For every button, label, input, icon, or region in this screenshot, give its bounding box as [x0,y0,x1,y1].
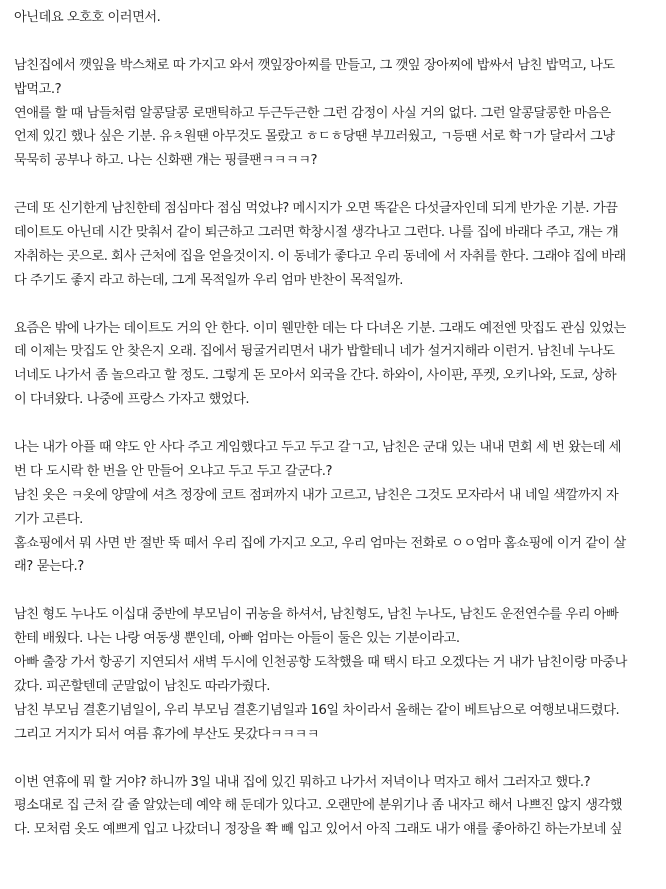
text-line: 남친 옷은 ㅋ옷에 양말에 셔츠 정장에 코트 점퍼까지 내가 고르고, 남친은 그것도 모자라서 내 네일 색깔까지 자 [14,487,619,503]
document-body [14,6,654,842]
text-line: 남친 부모님 결혼기념일이, 우리 부모님 결혼기념일과 16일 차이라서 올해는 같이 베트남으로 여행보내드렸다. [14,702,620,718]
text-line: 다. 모처럼 옷도 예쁘게 입고 나갔더니 정장을 쫙 빼 입고 있어서 아직 그래도 내가 얘를 좋아하긴 하는가보네 싶 [14,822,623,838]
text-line: 아닌데요 오호호 이러면서. [14,10,161,25]
paragraph-gap [14,30,654,54]
text-line: 아빠 출장 가서 항공기 지연되서 새벽 두시에 인천공항 도착했을 때 택시 타고 오겠다는 거 내가 남친이랑 마중나 [14,655,627,671]
text-line: 평소대로 집 근처 갈 줄 알았는데 예약 해 둔데가 있다고. 오랜만에 분위기나 좀 내자고 해서 나쁘진 않지 생각했 [14,798,623,814]
text-line: 언제 있긴 했나 싶은 기분. 유ㅊ원땐 아무것도 몰랐고 ㅎㄷㅎ당땐 부끄러웠고, ㄱ등땐 서로 학ㄱ가 달라서 그냥 [14,129,615,145]
text-line: 갔다. 피곤할텐데 군말없이 남친도 따라가줬다. [14,678,270,694]
text-line: 너네도 나가서 좀 놀으라고 할 정도. 그렇게 돈 모아서 외국을 간다. 하와이, 사이판, 푸켓, 오키나와, 도쿄, 상하 [14,368,617,384]
text-line: 홈쇼핑에서 뭐 사면 반 절반 뚝 떼서 우리 집에 가지고 오고, 우리 엄마는 전화로 ㅇㅇ엄마 홈쇼핑에 이거 같이 살 [14,535,626,551]
text-line: 나는 내가 아플 때 약도 안 사다 주고 게임했다고 두고 두고 갈ㄱ고, 남친은 군대 있는 내내 면회 세 번 왔는데 세 [14,440,622,456]
text-line: 연애를 할 때 남들처럼 알콩달콩 로맨틱하고 두근두근한 그런 감정이 사실 거의 없다. 그런 알콩달콩한 마음은 [14,105,611,121]
paragraph-gap [14,173,654,197]
text-line: 근데 또 신기한게 남친한테 점심마다 점심 먹었냐? 메시지가 오면 똑같은 다섯글자인데 되게 반가운 기분. 가끔 [14,201,618,217]
paragraph-gap [14,412,654,436]
text-line: 묵묵히 공부나 하고. 나는 신화팬 걔는 핑클팬ㅋㅋㅋㅋ? [14,153,318,169]
paragraph-gap [14,293,654,317]
text-line: 남친 형도 누나도 이십대 중반에 부모님이 귀농을 하셔서, 남친형도, 남친 누나도, 남친도 운전연수를 우리 아빠 [14,607,619,623]
text-line: 데이트도 아닌데 시간 맞춰서 같이 퇴근하고 그러면 학창시절 생각나고 그런다. 나를 집에 바래다 주고, 걔는 걔 [14,225,619,241]
text-line: 번 다 도시락 한 번을 안 만들어 오냐고 두고 두고 갈군다.? [14,463,333,479]
text-line: 요즘은 밖에 나가는 데이트도 거의 안 한다. 이미 웬만한 데는 다 다녀온 기분. 그래도 예전엔 맛집도 관심 있었는 [14,320,626,336]
text-line: 래? 묻는다.? [14,559,84,575]
text-line: 밥먹고.? [14,81,62,97]
text-line: 자취하는 곳으로. 회사 근처에 집을 얻을것이지. 이 동네가 좋다고 우리 동네에 서 자취를 한다. 그래야 집에 바래 [14,248,626,264]
paragraph-gap [14,747,654,771]
text-line: 남친집에서 깻잎을 박스채로 따 가지고 와서 깻잎장아찌를 만들고, 그 깻잎 장아찌에 밥싸서 남친 밥먹고, 나도 [14,57,615,73]
text-line: 그리고 거지가 되서 여름 휴가에 부산도 못갔다ㅋㅋㅋㅋ [14,726,320,742]
text-line: 데 이제는 맛집도 안 찾은지 오래. 집에서 뒹굴거리면서 내가 밥할테니 네가 설거지해라 이런거. 남친네 누나도 [14,344,615,360]
text-line: 이 다녀왔다. 나중에 프랑스 가자고 했었다. [14,392,250,408]
text-line: 한테 배웠다. 나는 나랑 여동생 뿐인데, 아빠 엄마는 아들이 둘은 있는 기분이라고. [14,631,460,647]
text-line: 기가 고른다. [14,511,83,527]
text-line: 다 주기도 좋지 라고 하는데, 그게 목적일까 우리 엄마 반찬이 목적일까. [14,272,403,288]
paragraph-gap [14,579,654,603]
text-line: 이번 연휴에 뭐 할 거야? 하니까 3일 내내 집에 있긴 뭐하고 나가서 저녁이나 먹자고 해서 그러자고 했다.? [14,774,591,790]
